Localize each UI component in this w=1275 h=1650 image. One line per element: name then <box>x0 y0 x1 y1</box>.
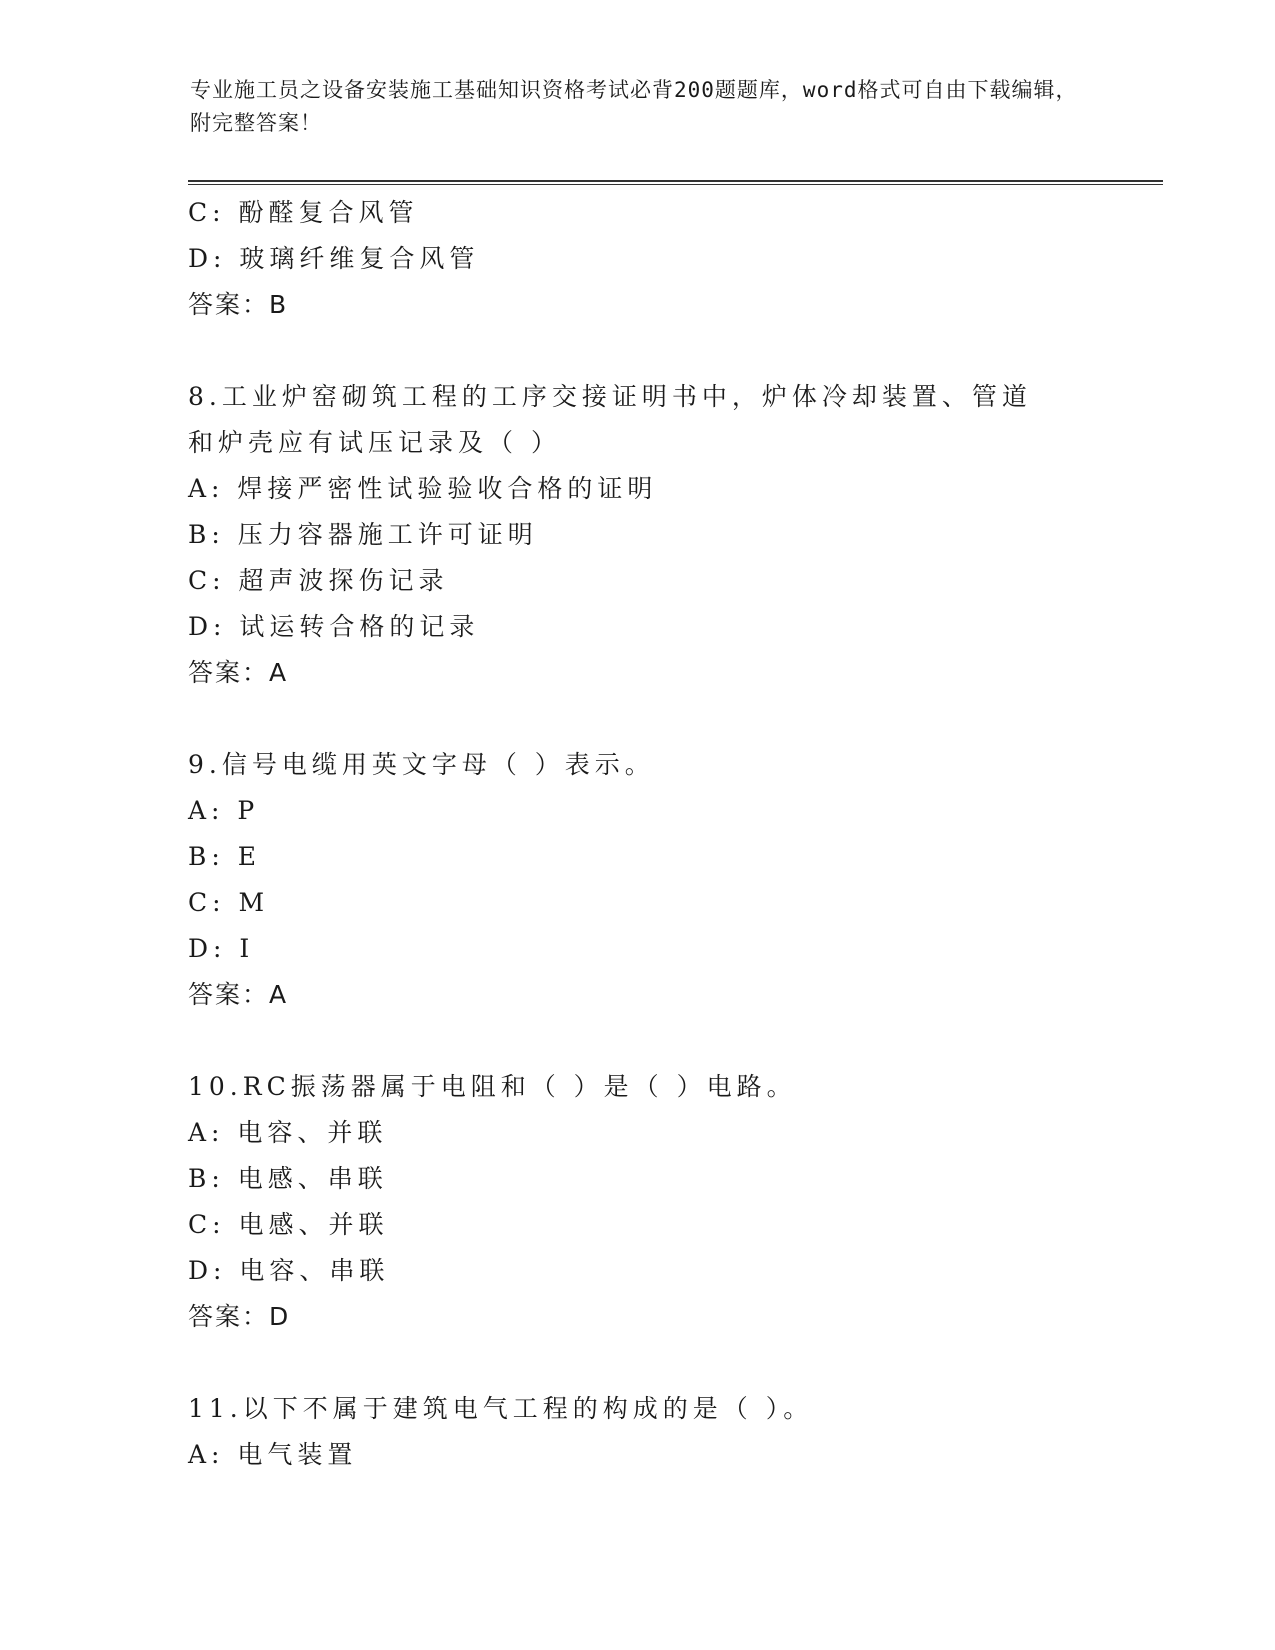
header-divider <box>188 180 1163 185</box>
option-d: D: I <box>188 934 255 963</box>
question-11 <box>188 1386 1148 1478</box>
question-8 <box>188 374 1148 696</box>
question-stem: 9.信号电缆用英文字母（ ）表示。 <box>188 750 655 779</box>
spacer <box>188 1018 1148 1064</box>
question-content <box>188 190 1148 1478</box>
option-d: D: 玻璃纤维复合风管 <box>188 244 480 273</box>
question-9 <box>188 742 1148 1018</box>
spacer <box>188 328 1148 374</box>
option-c: C: 超声波探伤记录 <box>188 566 449 595</box>
option-b: B: 压力容器施工许可证明 <box>188 520 538 549</box>
question-10 <box>188 1064 1148 1340</box>
option-b: B: E <box>188 842 261 871</box>
spacer <box>188 696 1148 742</box>
option-d: D: 电容、串联 <box>188 1256 390 1285</box>
answer-line: 答案：A <box>188 980 289 1009</box>
answer-line: 答案：A <box>188 658 289 687</box>
option-a: A: 焊接严密性试验验收合格的证明 <box>188 474 658 503</box>
answer-line: 答案：B <box>188 290 289 319</box>
question-stem: 11.以下不属于建筑电气工程的构成的是（ ）。 <box>188 1394 814 1423</box>
answer-line: 答案：D <box>188 1302 291 1331</box>
spacer <box>188 1340 1148 1386</box>
question-stem: 10.RC振荡器属于电阻和（ ）是（ ）电路。 <box>188 1072 797 1101</box>
document-header: 专业施工员之设备安装施工基础知识资格考试必背200题题库，word格式可自由下载编辑，附完整答案！ <box>190 78 1078 135</box>
option-a: A: 电容、并联 <box>188 1118 388 1147</box>
option-a: A: P <box>188 796 260 825</box>
option-c: C: 酚醛复合风管 <box>188 198 419 227</box>
option-a: A: 电气装置 <box>188 1440 358 1469</box>
option-d: D: 试运转合格的记录 <box>188 612 480 641</box>
question-stem: 8.工业炉窑砌筑工程的工序交接证明书中，炉体冷却装置、管道和炉壳应有试压记录及（ ） <box>188 382 1032 457</box>
continued-question <box>188 190 1148 328</box>
option-c: C: M <box>188 888 270 917</box>
option-c: C: 电感、并联 <box>188 1210 389 1239</box>
option-b: B: 电感、串联 <box>188 1164 388 1193</box>
